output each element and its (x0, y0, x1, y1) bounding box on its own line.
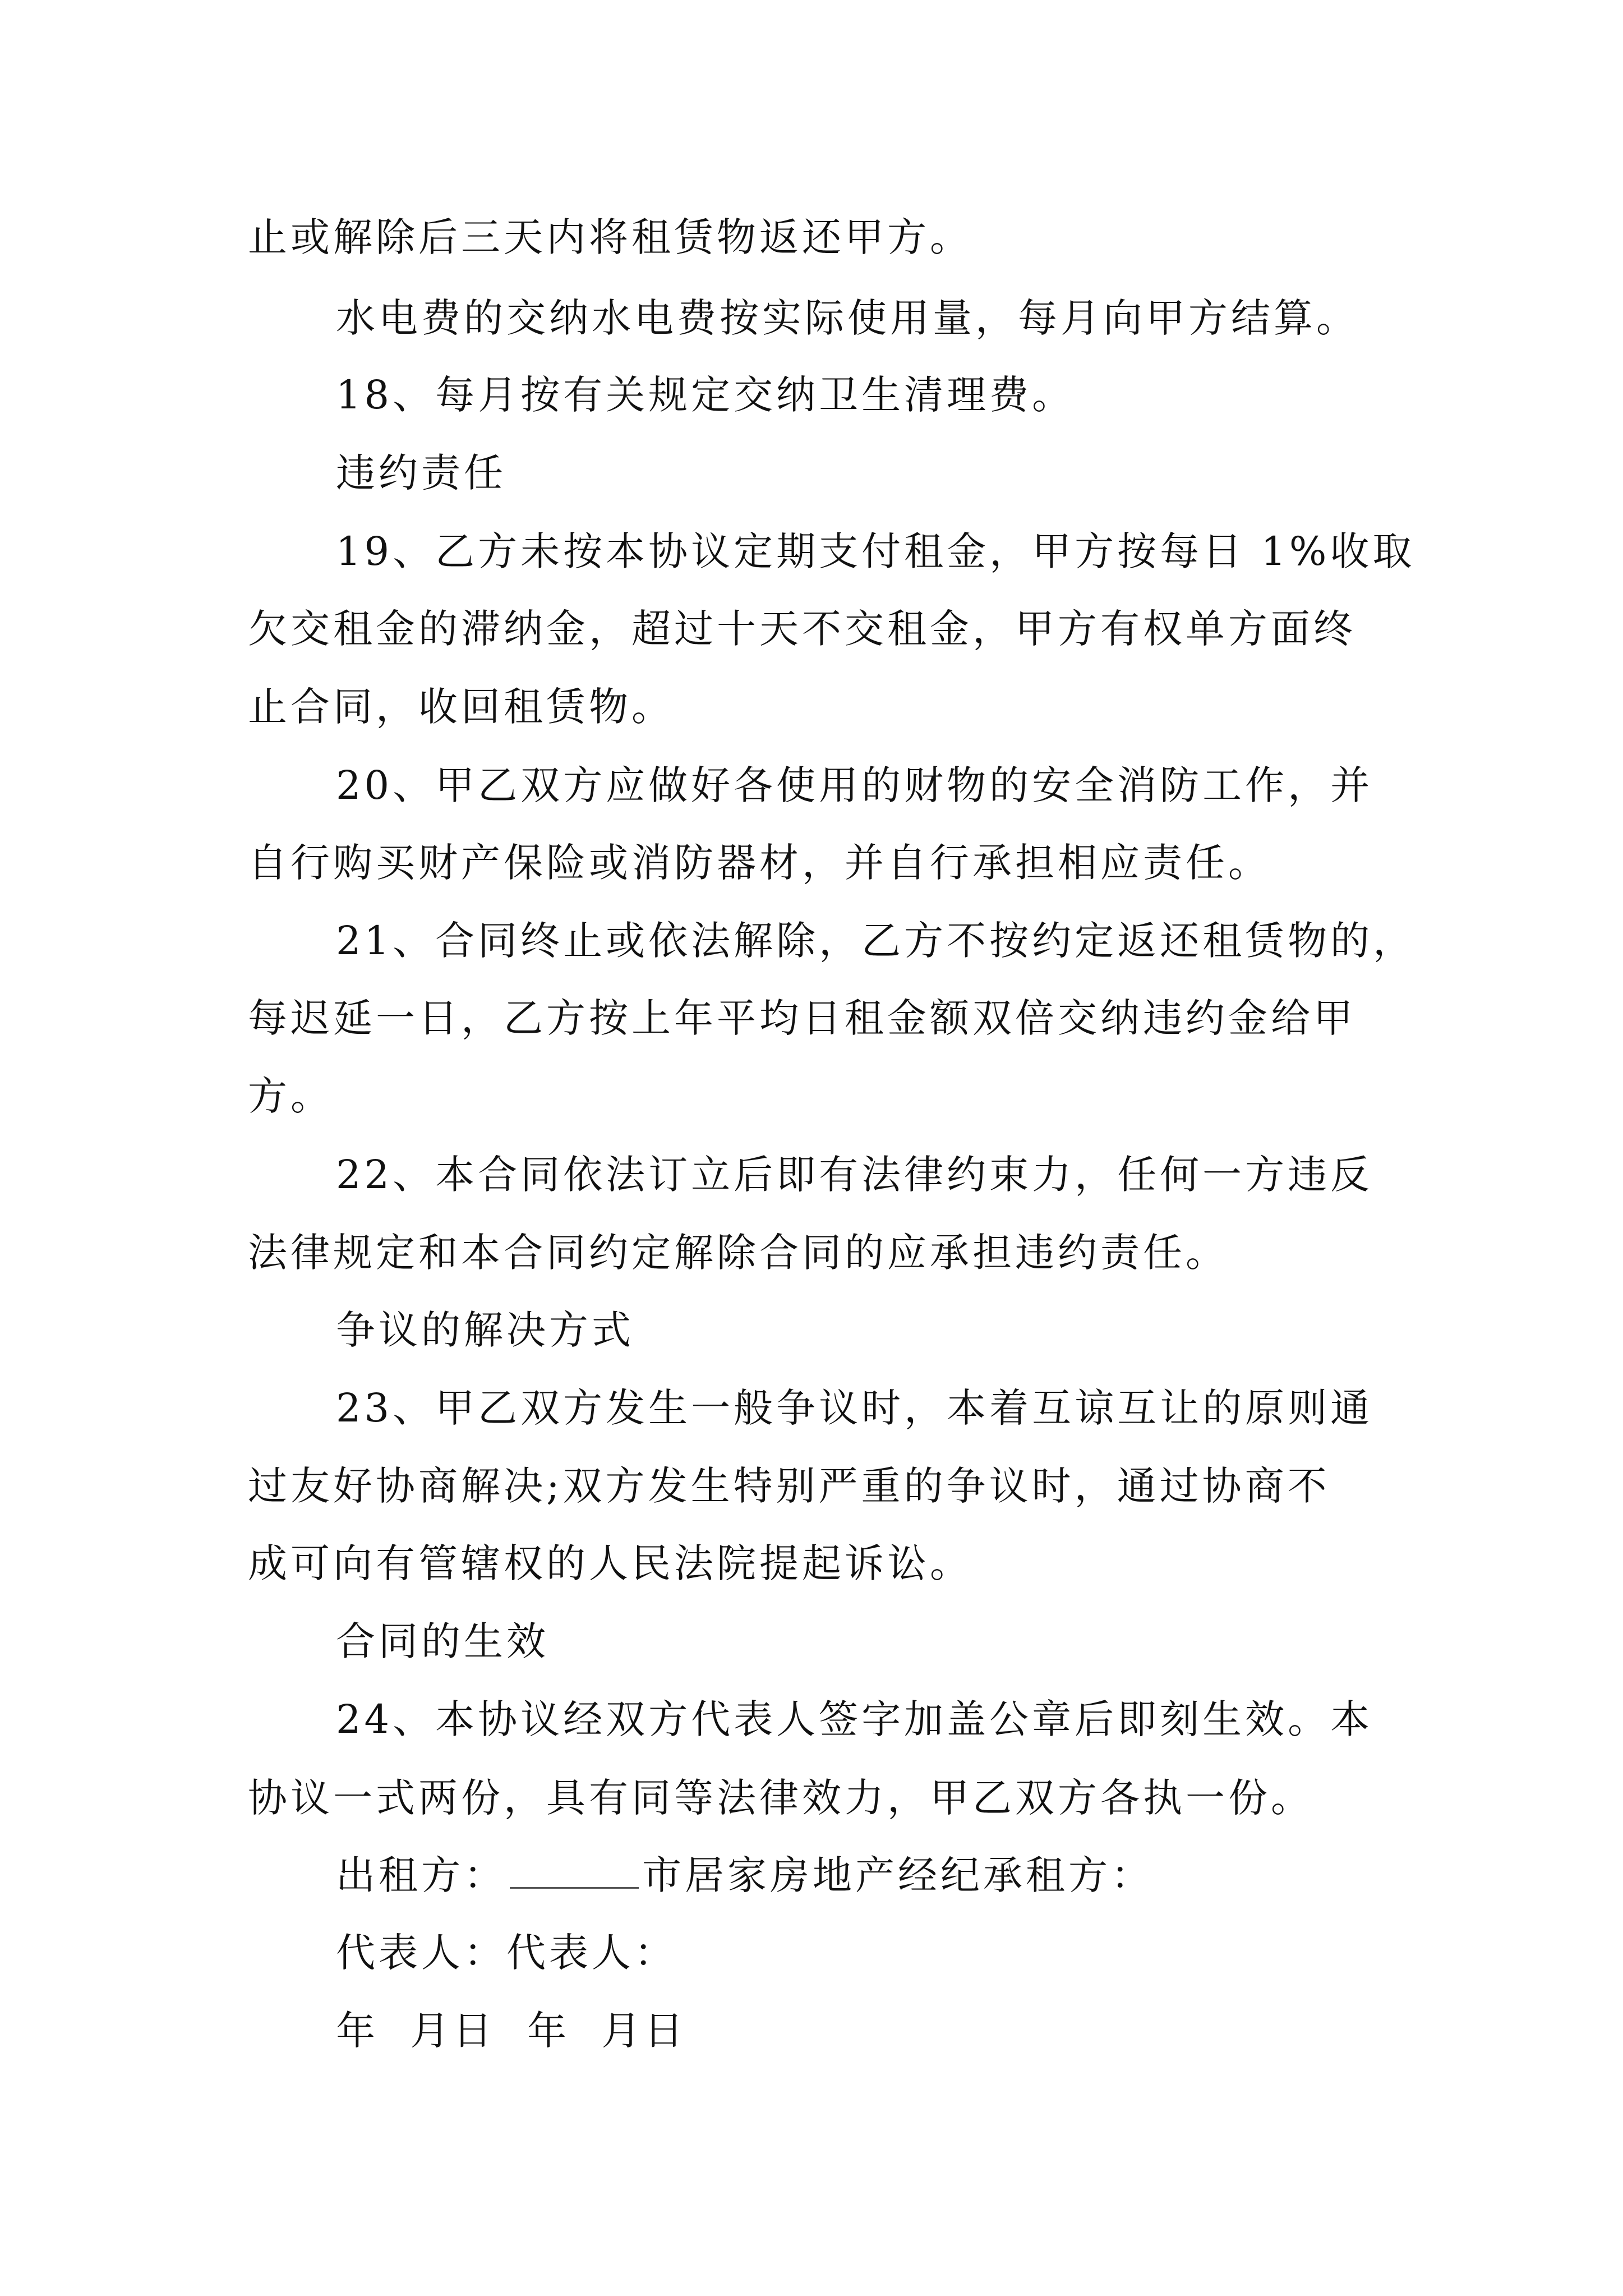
paragraph-line: 21、合同终止或依法解除，乙方不按约定返还租赁物的， (336, 918, 1416, 964)
city-blank-underline (510, 1852, 639, 1889)
paragraph-line: 过友好协商解决;双方发生特别严重的争议时，通过协商不 (248, 1463, 1330, 1509)
paragraph-line: 成可向有管辖权的人民法院提起诉讼。 (248, 1540, 972, 1586)
paragraph-line: 23、甲乙双方发生一般争议时，本着互谅互让的原则通 (336, 1385, 1373, 1431)
section-heading: 违约责任 (336, 450, 506, 496)
paragraph-line: 协议一式两份，具有同等法律效力，甲乙双方各执一份。 (248, 1775, 1313, 1821)
paragraph-line: 19、乙方未按本协议定期支付租金，甲方按每日 1%收取 (336, 528, 1415, 574)
paragraph-line: 自行购买财产保险或消防器材，并自行承担相应责任。 (248, 840, 1271, 886)
representatives-line: 代表人：代表人： (336, 1930, 677, 1976)
paragraph-line: 每迟延一日，乙方按上年平均日租金额双倍交纳违约金给甲 (248, 995, 1356, 1041)
paragraph-line: 止或解除后三天内将租赁物返还甲方。 (248, 214, 972, 260)
date-line: 年 月日 年 月日 (336, 2008, 687, 2054)
paragraph-line: 法律规定和本合同约定解除合同的应承担违约责任。 (248, 1230, 1228, 1276)
paragraph-line: 22、本合同依法订立后即有法律约束力，任何一方违反 (336, 1152, 1373, 1198)
lessor-company-label: 市居家房地产经纪承租方： (642, 1852, 1154, 1898)
paragraph-line: 止合同，收回租赁物。 (248, 684, 674, 730)
paragraph-line: 20、甲乙双方应做好各使用的财物的安全消防工作，并 (336, 762, 1373, 808)
section-heading: 争议的解决方式 (336, 1307, 634, 1353)
paragraph-line: 18、每月按有关规定交纳卫生清理费。 (336, 372, 1075, 418)
lessor-label: 出租方： (336, 1852, 506, 1898)
paragraph-line: 欠交租金的滞纳金，超过十天不交租金，甲方有权单方面终 (248, 606, 1356, 652)
paragraph-line: 24、本协议经双方代表人签字加盖公章后即刻生效。本 (336, 1696, 1373, 1742)
lessor-line (336, 1850, 1154, 1901)
section-heading: 合同的生效 (336, 1618, 549, 1664)
paragraph-line: 方。 (248, 1073, 333, 1119)
paragraph-line: 水电费的交纳水电费按实际使用量，每月向甲方结算。 (336, 295, 1359, 341)
